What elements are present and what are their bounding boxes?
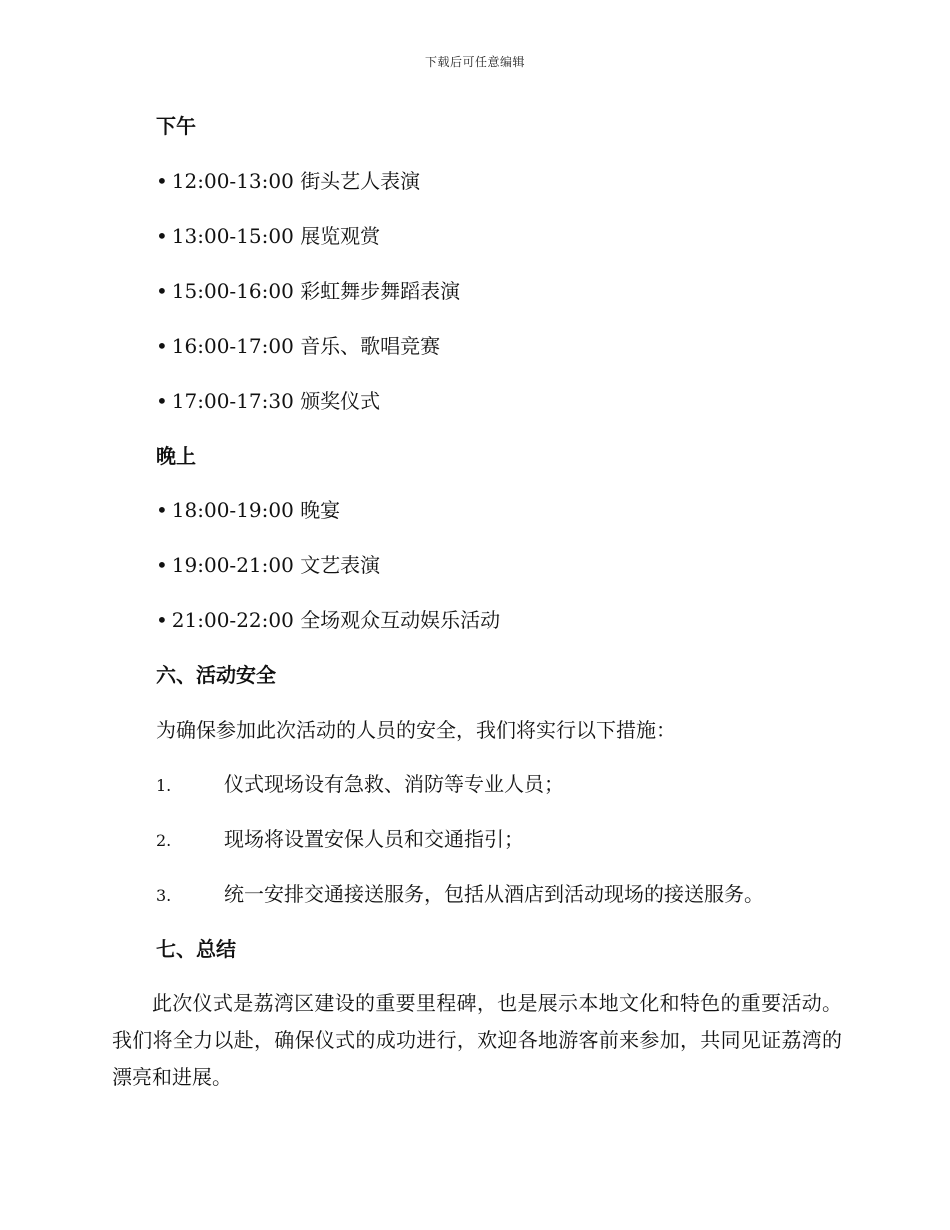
schedule-time: 13:00-15:00	[171, 224, 294, 248]
bullet-icon: •	[156, 389, 168, 413]
item-number: 1.	[156, 776, 172, 795]
schedule-item	[156, 332, 440, 360]
bullet-icon: •	[156, 553, 168, 577]
safety-intro: 为确保参加此次活动的人员的安全，我们将实行以下措施：	[156, 718, 676, 742]
page-header: 下载后可任意编辑	[424, 55, 525, 69]
schedule-time: 21:00-22:00	[171, 608, 294, 632]
numbered-item	[156, 825, 524, 855]
bullet-icon: •	[156, 498, 168, 522]
schedule-time: 16:00-17:00	[171, 334, 294, 358]
schedule-label: 街头艺人表演	[300, 169, 421, 193]
numbered-item	[156, 770, 564, 800]
schedule-item	[156, 277, 460, 305]
item-text: 现场将设置安保人员和交通指引；	[224, 827, 524, 851]
bullet-icon: •	[156, 279, 168, 303]
schedule-time: 19:00-21:00	[171, 553, 294, 577]
schedule-time: 17:00-17:30	[171, 389, 294, 413]
schedule-label: 颁奖仪式	[300, 389, 381, 413]
section-heading-summary: 七、总结	[156, 937, 236, 961]
schedule-label: 晚宴	[300, 498, 341, 522]
schedule-item	[156, 222, 380, 250]
bullet-icon: •	[156, 608, 168, 632]
item-text: 统一安排交通接送服务，包括从酒店到活动现场的接送服务。	[224, 882, 764, 906]
section-heading-evening: 晚上	[156, 444, 196, 468]
item-number: 2.	[156, 831, 172, 850]
schedule-label: 音乐、歌唱竞赛	[300, 334, 441, 358]
bullet-icon: •	[156, 334, 168, 358]
schedule-label: 彩虹舞步舞蹈表演	[300, 279, 461, 303]
section-heading-safety: 六、活动安全	[156, 663, 276, 687]
schedule-item	[156, 496, 340, 524]
bullet-icon: •	[156, 169, 168, 193]
schedule-time: 18:00-19:00	[171, 498, 294, 522]
section-heading-afternoon: 下午	[156, 114, 196, 138]
schedule-item	[156, 387, 380, 415]
schedule-label: 展览观赏	[300, 224, 381, 248]
schedule-label: 全场观众互动娱乐活动	[300, 608, 501, 632]
schedule-item	[156, 551, 380, 579]
numbered-item	[156, 880, 764, 910]
schedule-time: 15:00-16:00	[171, 279, 294, 303]
item-number: 3.	[156, 886, 172, 905]
schedule-time: 12:00-13:00	[171, 169, 294, 193]
bullet-icon: •	[156, 224, 168, 248]
schedule-item	[156, 167, 420, 195]
item-text: 仪式现场设有急救、消防等专业人员；	[224, 772, 564, 796]
schedule-item	[156, 606, 500, 634]
schedule-label: 文艺表演	[300, 553, 381, 577]
summary-paragraph: 此次仪式是荔湾区建设的重要里程碑，也是展示本地文化和特色的重要活动。我们将全力以赴，确保仪式的成功进行，欢迎各地游客前来参加，共同见证荔湾的漂亮和进展。	[112, 991, 842, 1089]
